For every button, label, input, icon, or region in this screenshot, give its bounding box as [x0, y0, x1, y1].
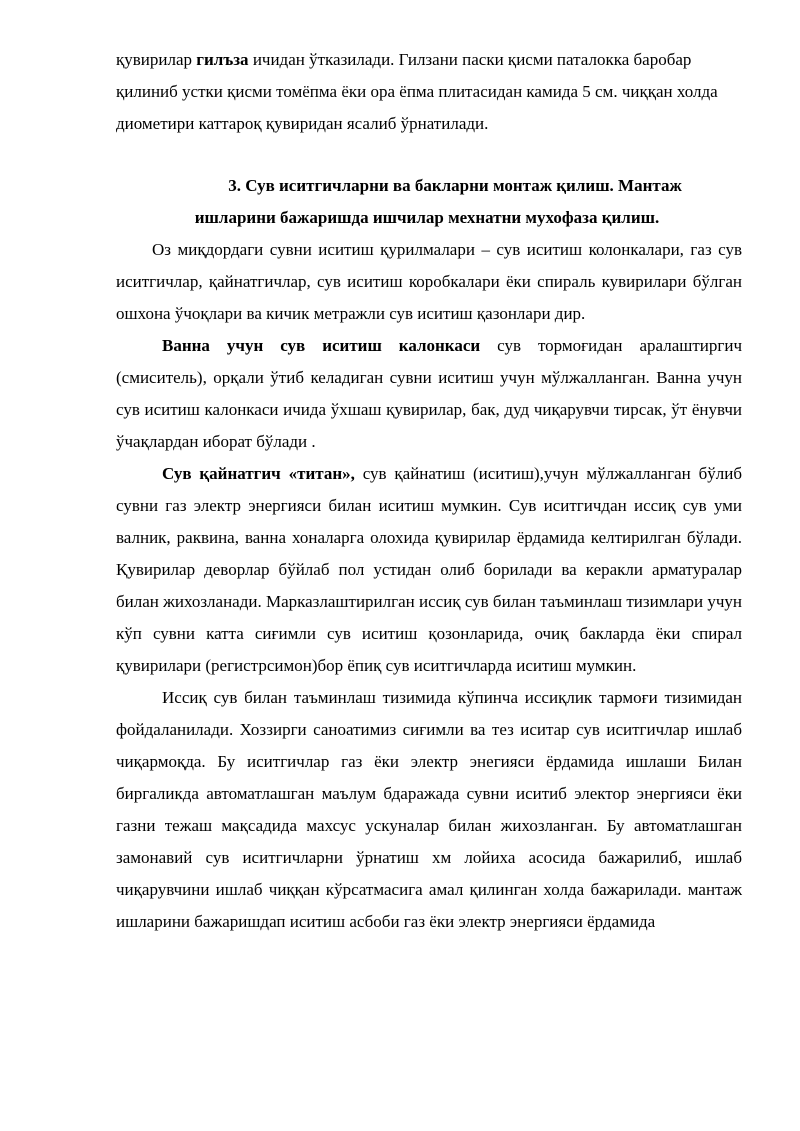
- section-heading: [116, 170, 742, 234]
- paragraph-titan-boiler: [116, 458, 742, 682]
- paragraph-text: қувирилар: [116, 50, 197, 69]
- paragraph-text: сув қайнатиш (иситиш),учун мўлжалланган бўлиб сувни газ электр энергияси билан иситиш мумкин. Сув иситгичдан иссиқ сув уми валник, раквина, ванна хоналарга олохида қувирилар ёрдамида келтирилган бўлади. Қувирилар деворлар бўйлаб пол устидан олиб борилади ва керакли арматуралар билан жихозланади. Марказлаштирилган иссиқ сув билан таъминлаш тизимлари учун кўп сувни катта сиғимли сув иситиш қозонларида, очиқ бакларда ёки спирал қувирилари (регистрсимон)бор ёпиқ сув иситгичларда иситиш мумкин.: [116, 464, 742, 675]
- section-heading-line-2: ишларини бажаришда ишчилар мехнатни мухофаза қилиш.: [194, 208, 660, 227]
- paragraph-continuation: [116, 44, 742, 140]
- bold-term: гилъза: [196, 50, 249, 69]
- paragraph-bath-column: [116, 330, 742, 458]
- page-content: [116, 44, 742, 938]
- paragraph-intro: Оз миқдордаги сувни иситиш қурилмалари – сув иситиш колонкалари, газ сув иситгичлар, қайнатгичлар, сув иситиш коробкалари ёки спираль кувирилари бўлган ошхона ўчоқлари ва кичик метражли сув иситиш қазонлари дир.: [116, 240, 742, 323]
- section-heading-line-1: 3. Сув иситгичларни ва бакларни монтаж қилиш. Мантаж: [228, 176, 682, 195]
- bold-term: Сув қайнатгич «титан»,: [162, 464, 355, 483]
- bold-term: Ванна учун сув иситиш калонкаси: [162, 336, 481, 355]
- paragraph-text: ичидан ўтказилади. Гилзани паски қисми паталокка баробар қилиниб устки қисми томёпма ёки ора ёпма плитасидан камида 5 см. чиққан холда диометири каттароқ қувиридан ясалиб ўрнатилади.: [116, 50, 718, 133]
- paragraph-text: сув тормоғидан аралаштиргич (смиситель), орқали ўтиб келадиган сувни иситиш учун мўлжалланган. Ванна учун сув иситиш калонкаси ичида ўхшаш қувирилар, бак, дуд чиқарувчи тирсак, ўт ёнувчи ўчақлардан иборат бўлади .: [116, 336, 742, 451]
- paragraph-hot-water-supply: Иссиқ сув билан таъминлаш тизимида кўпинча иссиқлик тармоғи тизимидан фойдаланилади. Хоззирги саноатимиз сиғимли ва тез иситар сув иситгичлар ишлаб чиқармоқда. Бу иситгичлар газ ёки электр энегияси ёрдамида ишлаши Билан биргаликда автоматлашган маълум бдаражада сувни иситиб электор энергияси ёки газни тежаш мақсадида махсус ускуналар билан жихозланган. Бу автоматлашган замонавий сув иситгичларни ўрнатиш хм лойиха асосида бажарилиб, ишлаб чиқарувчини ишлаб чиққан кўрсатмасига амал қилинган холда бажарилади. мантаж ишларини бажаришдап иситиш асбоби газ ёки электр энергияси ёрдамида: [116, 688, 742, 931]
